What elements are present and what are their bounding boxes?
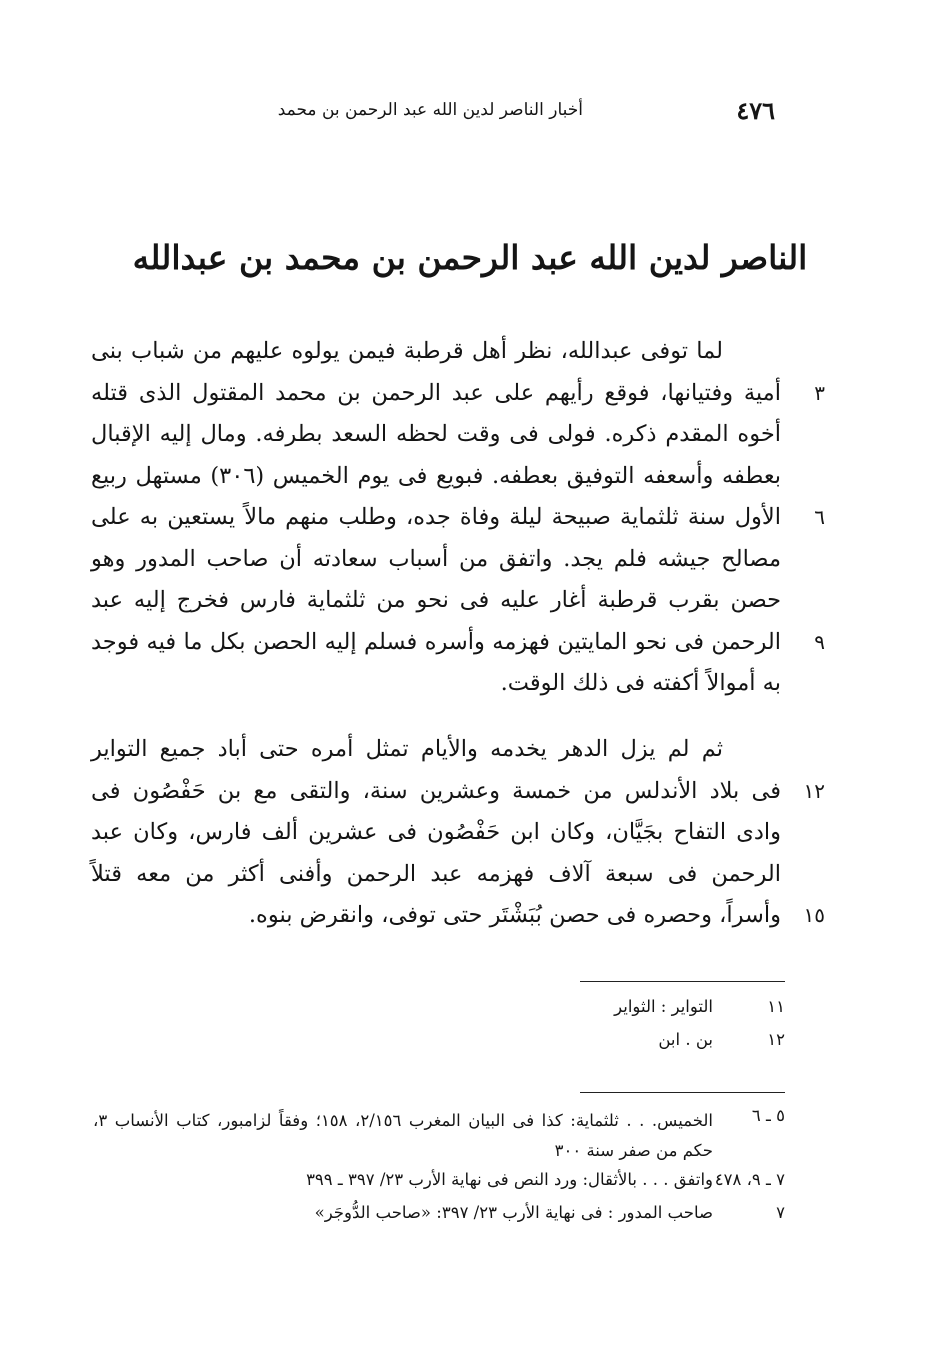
footnote-line-ref: ١١	[767, 997, 785, 1016]
text-line: الرحمن فى سبعة آلاف فهزمه عبد الرحمن وأفنى أكثر من معه قتلاً	[91, 860, 781, 887]
paragraph-2	[91, 729, 825, 937]
footnote-row	[95, 1030, 785, 1063]
chapter-title: الناصر لدين الله عبد الرحمن بن محمد بن عبدالله	[132, 238, 808, 277]
footnote-text: صاحب المدور : فى نهاية الأرب ٢٣/ ٣٩٧: «صاحب الدُّوجَر»	[314, 1203, 713, 1222]
footnote-line-ref: ٥ ـ ٦	[751, 1106, 785, 1125]
text-line: وادى التفاح بجَيَّان، وكان ابن حَفْصُون فى عشرين ألف فارس، وكان عبد	[91, 819, 781, 845]
line-number: ٣	[814, 380, 825, 405]
footnote-row	[95, 1106, 785, 1170]
critical-apparatus-variants	[95, 997, 785, 1063]
text-line: الأول سنة ثلثماية صبيحة ليلة وفاة جده، وطلب منهم مالاً يستعين به على ٦	[91, 497, 781, 539]
footnote-row	[95, 1203, 785, 1236]
line-number: ١٢	[803, 778, 825, 803]
text-line: الرحمن فى نحو المايتين فهزمه وأسره فسلم إليه الحصن بكل ما فيه فوجد ٩	[91, 622, 781, 664]
text-line: أمية وفتيانها، فوقع رأيهم على عبد الرحمن بن محمد المقتول الذى قتله ٣	[91, 373, 781, 415]
line-number: ٦	[814, 505, 825, 529]
text-line: أخوه المقدم ذكره. فولى فى وقت لحظه السعد بطرفه. ومال إليه الإقبال	[91, 421, 781, 447]
paragraph-1	[91, 331, 825, 705]
text-line: بعطفه وأسعفه التوفيق بعطفه. فبويع فى يوم الخميس (٣٠٦) مستهل ربيع	[91, 462, 781, 489]
footnote-text: واتفق . . . بالأثقال: ورد النص فى نهاية الأرب ٢٣/ ٣٩٧ ـ ٣٩٩	[306, 1170, 713, 1189]
page-number: ٤٧٦	[736, 96, 775, 125]
line-number: ٩	[814, 629, 825, 654]
footnote-text: التواير : الثواير	[614, 997, 713, 1016]
text-line: به أموالاً أكفته فى ذلك الوقت.	[500, 670, 781, 696]
footnote-text: بن . ابن	[658, 1030, 713, 1049]
footnote-line-ref: ٧	[776, 1203, 785, 1222]
footnote-divider	[580, 1092, 785, 1093]
text-line: ثم لم يزل الدهر يخدمه والأيام تمثل أمره حتى أباد جميع التواير	[91, 736, 723, 762]
text-line: لما توفى عبدالله، نظر أهل قرطبة فيمن يولوه عليهم من شباب بنى	[91, 338, 723, 364]
footnote-line-ref: ٧ ـ ٩، ٤٧٨	[714, 1170, 785, 1189]
footnote-row	[95, 997, 785, 1030]
footnote-line-ref: ١٢	[767, 1030, 785, 1049]
text-line: فى بلاد الأندلس من خمسة وعشرين سنة، والتقى مع بن حَفْصُون فى ١٢	[91, 771, 781, 813]
line-number: ١٥	[803, 903, 825, 927]
footnote-divider	[580, 981, 785, 982]
running-title: أخبار الناصر لدين الله عبد الرحمن بن محمد	[277, 100, 583, 120]
footnote-text: الخميس. . . ثلثماية: كذا فى البيان المغرب ٢/١٥٦، ١٥٨؛ وفقاً لزامبور، كتاب الأنساب ٣، حكم من صفر سنة ٣٠٠	[93, 1111, 713, 1160]
critical-apparatus-sources	[95, 1106, 785, 1236]
text-line: حصن بقرب قرطبة أغار عليه فى نحو من ثلثماية فارس فخرج إليه عبد	[91, 587, 781, 613]
text-line: وأسراً، وحصره فى حصن بُبَشْتَر حتى توفى، وانقرض بنوه. ١٥	[91, 895, 781, 937]
text-line: مصالح جيشه فلم يجد. واتفق من أسباب سعادته أن صاحب المدور وهو	[91, 545, 781, 572]
footnote-row	[95, 1170, 785, 1203]
running-header	[0, 96, 943, 136]
